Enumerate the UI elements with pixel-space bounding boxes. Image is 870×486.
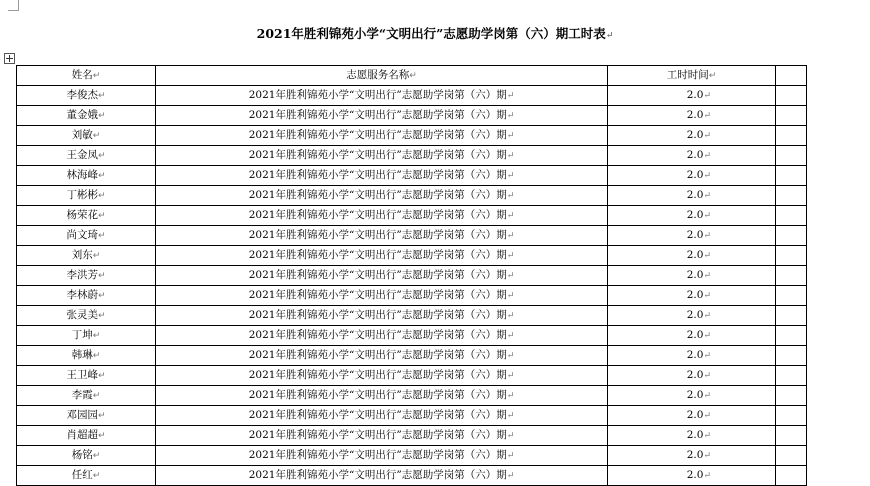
paragraph-mark: ↵ [506, 391, 515, 401]
service-name: 2021年胜利锦苑小学“文明出行”志愿助学岗第（六）期 [248, 89, 507, 101]
service-name: 2021年胜利锦苑小学“文明出行”志愿助学岗第（六）期 [248, 349, 507, 361]
service-name: 2021年胜利锦苑小学“文明出行”志愿助学岗第（六）期 [248, 189, 507, 201]
volunteer-name: 肖超超 [66, 429, 98, 441]
cell-extra[interactable] [776, 386, 807, 406]
document-title [0, 24, 870, 42]
cell-hours[interactable] [608, 146, 776, 166]
table-row [17, 246, 807, 266]
service-name: 2021年胜利锦苑小学“文明出行”志愿助学岗第（六）期 [248, 169, 507, 181]
hours-value: 2.0 [686, 89, 704, 101]
cell-service[interactable] [156, 86, 608, 106]
paragraph-mark: ↵ [506, 331, 515, 341]
hours-value: 2.0 [686, 149, 704, 161]
hours-value: 2.0 [686, 249, 704, 261]
paragraph-mark: ↵ [703, 171, 711, 181]
service-name: 2021年胜利锦苑小学“文明出行”志愿助学岗第（六）期 [248, 329, 507, 341]
header-hours-label: 工时时间 [666, 69, 709, 81]
cell-name[interactable] [17, 206, 156, 226]
cell-extra[interactable] [776, 226, 807, 246]
paragraph-mark: ↵ [92, 351, 101, 361]
cell-service[interactable] [156, 346, 608, 366]
cell-hours[interactable] [608, 246, 776, 266]
hours-value: 2.0 [686, 389, 704, 401]
paragraph-mark: ↵ [703, 111, 711, 121]
cell-extra[interactable] [776, 366, 807, 386]
cell-service[interactable] [156, 226, 608, 246]
volunteer-name: 李洪芳 [66, 269, 98, 281]
volunteer-name: 李林蔚 [66, 289, 98, 301]
cell-hours[interactable] [608, 426, 776, 446]
cell-name[interactable] [17, 426, 156, 446]
paragraph-mark: ↵ [506, 271, 515, 281]
service-name: 2021年胜利锦苑小学“文明出行”志愿助学岗第（六）期 [248, 289, 507, 301]
cell-name[interactable] [17, 346, 156, 366]
paragraph-mark: ↵ [409, 71, 417, 81]
cell-service[interactable] [156, 266, 608, 286]
volunteer-name: 任红 [71, 469, 93, 481]
paragraph-mark: ↵ [506, 291, 515, 301]
header-service[interactable] [156, 66, 608, 86]
paragraph-mark: ↵ [97, 191, 106, 201]
cell-extra[interactable] [776, 246, 807, 266]
paragraph-mark: ↵ [703, 431, 711, 441]
table-row [17, 286, 807, 306]
volunteer-name: 丁坤 [71, 329, 93, 341]
hours-value: 2.0 [686, 169, 704, 181]
volunteer-name: 刘敏 [71, 129, 93, 141]
cell-hours[interactable] [608, 446, 776, 466]
paragraph-mark: ↵ [92, 451, 101, 461]
volunteer-name: 杨荣花 [66, 209, 98, 221]
hours-value: 2.0 [686, 209, 704, 221]
service-name: 2021年胜利锦苑小学“文明出行”志愿助学岗第（六）期 [248, 429, 507, 441]
cell-hours[interactable] [608, 206, 776, 226]
cell-service[interactable] [156, 106, 608, 126]
cell-extra[interactable] [776, 106, 807, 126]
paragraph-mark: ↵ [506, 111, 515, 121]
paragraph-mark: ↵ [703, 211, 711, 221]
cell-hours[interactable] [608, 286, 776, 306]
cell-hours[interactable] [608, 266, 776, 286]
cell-service[interactable] [156, 166, 608, 186]
paragraph-mark: ↵ [506, 371, 515, 381]
cell-extra[interactable] [776, 166, 807, 186]
cell-hours[interactable] [608, 366, 776, 386]
cell-hours[interactable] [608, 386, 776, 406]
paragraph-mark: ↵ [97, 151, 106, 161]
paragraph-mark: ↵ [506, 151, 515, 161]
cell-hours[interactable] [608, 126, 776, 146]
hours-value: 2.0 [686, 269, 704, 281]
volunteer-name: 董金娥 [66, 109, 98, 121]
paragraph-mark: ↵ [506, 191, 515, 201]
cell-name[interactable] [17, 186, 156, 206]
volunteer-name: 李俊杰 [66, 89, 98, 101]
cell-name[interactable] [17, 306, 156, 326]
cell-service[interactable] [156, 326, 608, 346]
cell-name[interactable] [17, 246, 156, 266]
volunteer-name: 李霞 [71, 389, 93, 401]
cell-name[interactable] [17, 366, 156, 386]
paragraph-mark: ↵ [703, 451, 711, 461]
paragraph-mark: ↵ [92, 251, 101, 261]
cell-service[interactable] [156, 286, 608, 306]
paragraph-mark: ↵ [506, 351, 515, 361]
cell-hours[interactable] [608, 326, 776, 346]
cell-hours[interactable] [608, 406, 776, 426]
table-row [17, 206, 807, 226]
paragraph-mark: ↵ [703, 191, 711, 201]
paragraph-mark: ↵ [703, 91, 711, 101]
cell-service[interactable] [156, 206, 608, 226]
header-name-label: 姓名 [71, 69, 93, 81]
table-row [17, 346, 807, 366]
paragraph-mark: ↵ [703, 131, 711, 141]
paragraph-mark: ↵ [506, 251, 515, 261]
hours-value: 2.0 [686, 109, 704, 121]
cell-service[interactable] [156, 126, 608, 146]
volunteer-name: 韩琳 [71, 349, 93, 361]
service-name: 2021年胜利锦苑小学“文明出行”志愿助学岗第（六）期 [248, 409, 507, 421]
service-name: 2021年胜利锦苑小学“文明出行”志愿助学岗第（六）期 [248, 149, 507, 161]
paragraph-mark: ↵ [506, 411, 515, 421]
paragraph-mark: ↵ [703, 331, 711, 341]
service-name: 2021年胜利锦苑小学“文明出行”志愿助学岗第（六）期 [248, 209, 507, 221]
paragraph-mark: ↵ [97, 211, 106, 221]
cell-extra[interactable] [776, 266, 807, 286]
cell-extra[interactable] [776, 306, 807, 326]
cell-name[interactable] [17, 226, 156, 246]
cell-extra[interactable] [776, 146, 807, 166]
paragraph-mark: ↵ [605, 31, 614, 41]
hours-value: 2.0 [686, 189, 704, 201]
table-row [17, 406, 807, 426]
cell-service[interactable] [156, 366, 608, 386]
cell-name[interactable] [17, 386, 156, 406]
volunteer-name: 林海峰 [66, 169, 98, 181]
paragraph-mark: ↵ [506, 171, 515, 181]
volunteer-name: 杨铭 [71, 449, 93, 461]
paragraph-mark: ↵ [506, 311, 515, 321]
cell-hours[interactable] [608, 86, 776, 106]
paragraph-mark: ↵ [97, 411, 106, 421]
table-row [17, 186, 807, 206]
paragraph-mark: ↵ [97, 111, 106, 121]
header-hours[interactable] [608, 66, 776, 86]
hours-value: 2.0 [686, 349, 704, 361]
table-row [17, 266, 807, 286]
cell-service[interactable] [156, 246, 608, 266]
paragraph-mark: ↵ [92, 471, 101, 481]
volunteer-name: 尚文琦 [66, 229, 98, 241]
cell-name[interactable] [17, 126, 156, 146]
paragraph-mark: ↵ [97, 231, 106, 241]
paragraph-mark: ↵ [703, 251, 711, 261]
paragraph-mark: ↵ [97, 311, 106, 321]
table-row [17, 386, 807, 406]
table-row [17, 166, 807, 186]
paragraph-mark: ↵ [97, 291, 106, 301]
paragraph-mark: ↵ [703, 291, 711, 301]
cell-service[interactable] [156, 146, 608, 166]
cell-extra[interactable] [776, 186, 807, 206]
hours-value: 2.0 [686, 409, 704, 421]
cell-name[interactable] [17, 86, 156, 106]
cell-extra[interactable] [776, 86, 807, 106]
cell-name[interactable] [17, 466, 156, 486]
service-name: 2021年胜利锦苑小学“文明出行”志愿助学岗第（六）期 [248, 229, 507, 241]
cell-hours[interactable] [608, 306, 776, 326]
cell-extra[interactable] [776, 206, 807, 226]
cell-name[interactable] [17, 286, 156, 306]
table-row [17, 366, 807, 386]
volunteer-name: 张灵美 [66, 309, 98, 321]
paragraph-mark: ↵ [97, 371, 106, 381]
paragraph-mark: ↵ [97, 91, 106, 101]
table-row [17, 226, 807, 246]
paragraph-mark: ↵ [506, 431, 515, 441]
cell-service[interactable] [156, 446, 608, 466]
cell-hours[interactable] [608, 226, 776, 246]
cell-extra[interactable] [776, 466, 807, 486]
table-row [17, 326, 807, 346]
cell-hours[interactable] [608, 166, 776, 186]
paragraph-mark: ↵ [708, 71, 717, 81]
cell-name[interactable] [17, 406, 156, 426]
paragraph-mark: ↵ [92, 71, 101, 81]
service-name: 2021年胜利锦苑小学“文明出行”志愿助学岗第（六）期 [248, 109, 507, 121]
cell-hours[interactable] [608, 346, 776, 366]
table-row [17, 426, 807, 446]
header-name[interactable] [17, 66, 156, 86]
cell-hours[interactable] [608, 106, 776, 126]
cell-hours[interactable] [608, 186, 776, 206]
cell-name[interactable] [17, 166, 156, 186]
hours-value: 2.0 [686, 309, 704, 321]
table-row [17, 306, 807, 326]
volunteer-name: 刘东 [71, 249, 93, 261]
hours-value: 2.0 [686, 129, 704, 141]
hours-value: 2.0 [686, 369, 704, 381]
paragraph-mark: ↵ [703, 231, 711, 241]
paragraph-mark: ↵ [703, 271, 711, 281]
document-title-text: 2021年胜利锦苑小学“文明出行”志愿助学岗第（六）期工时表 [256, 26, 606, 41]
paragraph-mark: ↵ [97, 171, 106, 181]
paragraph-mark: ↵ [703, 151, 711, 161]
hours-value: 2.0 [686, 329, 704, 341]
cell-extra[interactable] [776, 446, 807, 466]
cell-service[interactable] [156, 466, 608, 486]
service-name: 2021年胜利锦苑小学“文明出行”志愿助学岗第（六）期 [248, 269, 507, 281]
service-name: 2021年胜利锦苑小学“文明出行”志愿助学岗第（六）期 [248, 129, 507, 141]
header-service-label: 志愿服务名称 [346, 69, 410, 81]
cell-extra[interactable] [776, 426, 807, 446]
paragraph-mark: ↵ [92, 391, 101, 401]
hours-value: 2.0 [686, 429, 704, 441]
cell-extra[interactable] [776, 406, 807, 426]
table-row [17, 466, 807, 486]
hours-value: 2.0 [686, 289, 704, 301]
paragraph-mark: ↵ [97, 431, 106, 441]
cell-extra[interactable] [776, 286, 807, 306]
cell-service[interactable] [156, 306, 608, 326]
table-row [17, 86, 807, 106]
paragraph-mark: ↵ [506, 231, 515, 241]
volunteer-name: 丁彬彬 [66, 189, 98, 201]
cell-service[interactable] [156, 406, 608, 426]
paragraph-mark: ↵ [506, 471, 515, 481]
service-name: 2021年胜利锦苑小学“文明出行”志愿助学岗第（六）期 [248, 469, 507, 481]
table-row [17, 446, 807, 466]
volunteer-name: 王金凤 [66, 149, 98, 161]
cell-name[interactable] [17, 266, 156, 286]
table-row [17, 106, 807, 126]
table-header-row [17, 66, 807, 86]
cell-extra[interactable] [776, 326, 807, 346]
service-name: 2021年胜利锦苑小学“文明出行”志愿助学岗第（六）期 [248, 309, 507, 321]
paragraph-mark: ↵ [703, 351, 711, 361]
hours-value: 2.0 [686, 229, 704, 241]
hours-value: 2.0 [686, 469, 704, 481]
cell-extra[interactable] [776, 346, 807, 366]
cell-extra[interactable] [776, 126, 807, 146]
service-name: 2021年胜利锦苑小学“文明出行”志愿助学岗第（六）期 [248, 449, 507, 461]
paragraph-mark: ↵ [506, 91, 515, 101]
page-corner-mark [8, 0, 19, 11]
paragraph-mark: ↵ [506, 211, 515, 221]
paragraph-mark: ↵ [703, 471, 711, 481]
paragraph-mark: ↵ [703, 411, 711, 421]
table-move-handle-icon[interactable] [4, 53, 15, 64]
table-row [17, 146, 807, 166]
paragraph-mark: ↵ [703, 371, 711, 381]
cell-name[interactable] [17, 146, 156, 166]
table-row [17, 126, 807, 146]
paragraph-mark: ↵ [506, 451, 515, 461]
volunteer-name: 邓园园 [66, 409, 98, 421]
cell-service[interactable] [156, 186, 608, 206]
volunteer-name: 王卫峰 [66, 369, 98, 381]
paragraph-mark: ↵ [703, 311, 711, 321]
cell-name[interactable] [17, 106, 156, 126]
paragraph-mark: ↵ [92, 131, 101, 141]
paragraph-mark: ↵ [97, 271, 106, 281]
cell-hours[interactable] [608, 466, 776, 486]
service-name: 2021年胜利锦苑小学“文明出行”志愿助学岗第（六）期 [248, 249, 507, 261]
table-body [17, 86, 807, 486]
service-name: 2021年胜利锦苑小学“文明出行”志愿助学岗第（六）期 [248, 369, 507, 381]
hours-value: 2.0 [686, 449, 704, 461]
cell-service[interactable] [156, 386, 608, 406]
service-name: 2021年胜利锦苑小学“文明出行”志愿助学岗第（六）期 [248, 389, 507, 401]
header-extra[interactable] [776, 66, 807, 86]
cell-name[interactable] [17, 446, 156, 466]
work-hours-table [16, 65, 807, 486]
cell-name[interactable] [17, 326, 156, 346]
paragraph-mark: ↵ [506, 131, 515, 141]
paragraph-mark: ↵ [92, 331, 101, 341]
cell-service[interactable] [156, 426, 608, 446]
paragraph-mark: ↵ [703, 391, 711, 401]
